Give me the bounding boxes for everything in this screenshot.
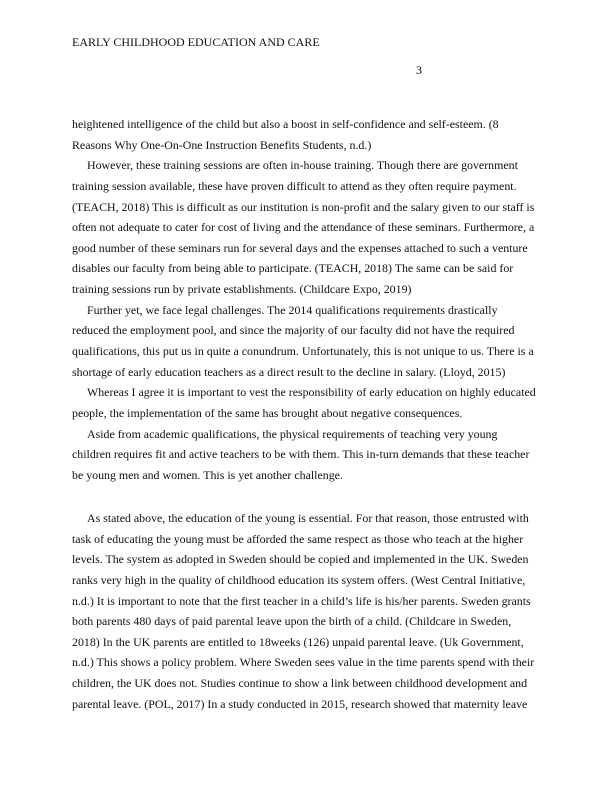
body-text-section-1: [72, 114, 542, 486]
text-line: disables our faculty from being able to participate. (TEACH, 2018) The same can be said for: [72, 261, 514, 276]
text-line: be young men and women. This is yet another challenge.: [72, 467, 343, 482]
text-line: n.d.) It is important to note that the first teacher in a child’s life is his/her parents. Sweden grants: [72, 593, 531, 608]
text-line: good number of these seminars run for several days and the expenses attached to such a venture: [72, 240, 528, 255]
text-line: ranks very high in the quality of childhood education its system offers. (West Central Initiative,: [72, 572, 526, 587]
text-line: Reasons Why One-On-One Instruction Benefits Students, n.d.): [72, 137, 372, 152]
text-line: Aside from academic qualifications, the physical requirements of teaching very young: [87, 426, 498, 441]
text-line: n.d.) This shows a policy problem. Where Sweden sees value in the time parents spend with their: [72, 655, 535, 670]
text-line: children, the UK does not. Studies continue to show a link between childhood development and: [72, 676, 528, 691]
text-line: qualifications, this put us in quite a conundrum. Unfortunately, this is not unique to us. There is a: [72, 344, 534, 359]
text-line: reduced the employment pool, and since the majority of our faculty did not have the required: [72, 323, 515, 338]
text-line: training sessions run by private establishments. (Childcare Expo, 2019): [72, 282, 412, 297]
text-line: As stated above, the education of the young is essential. For that reason, those entrusted with: [87, 511, 529, 525]
text-line: levels. The system as adopted in Sweden should be copied and implemented in the UK. Sweden: [72, 552, 529, 567]
body-text-section-2: [72, 508, 542, 714]
text-line: Further yet, we face legal challenges. The 2014 qualifications requirements drastically: [87, 302, 498, 317]
text-line: Whereas I agree it is important to vest the responsibility of early education on highly educated: [87, 385, 536, 400]
running-head: EARLY CHILDHOOD EDUCATION AND CARE: [72, 35, 320, 49]
text-line: parental leave. (POL, 2017) In a study conducted in 2015, research showed that maternity leave: [72, 696, 528, 711]
text-line: both parents 480 days of paid parental leave upon the birth of a child. (Childcare in Sweden,: [72, 614, 512, 629]
text-line: (TEACH, 2018) This is difficult as our institution is non-profit and the salary given to our staff is: [72, 199, 535, 214]
text-line: task of educating the young must be afforded the same respect as those who teach at the higher: [72, 531, 524, 546]
text-line: training session available, these have proven difficult to attend as they often require payment.: [72, 178, 517, 193]
text-line: shortage of early education teachers as a direct result to the decline in salary. (Lloyd, 2015): [72, 364, 506, 379]
text-line: children requires fit and active teachers to be with them. This in-turn demands that these teacher: [72, 447, 530, 462]
text-line: heightened intelligence of the child but also a boost in self-confidence and self-esteem. (8: [72, 117, 499, 131]
page-number: 3: [416, 63, 422, 77]
text-line: 2018) In the UK parents are entitled to 18weeks (126) unpaid parental leave. (Uk Government,: [72, 634, 524, 649]
text-line: people, the implementation of the same has brought about negative consequences.: [72, 405, 463, 420]
text-line: often not adequate to cater for cost of living and the attendance of these seminars. Furthermore, a: [72, 220, 535, 235]
text-line: However, these training sessions are often in-house training. Though there are government: [87, 158, 518, 173]
